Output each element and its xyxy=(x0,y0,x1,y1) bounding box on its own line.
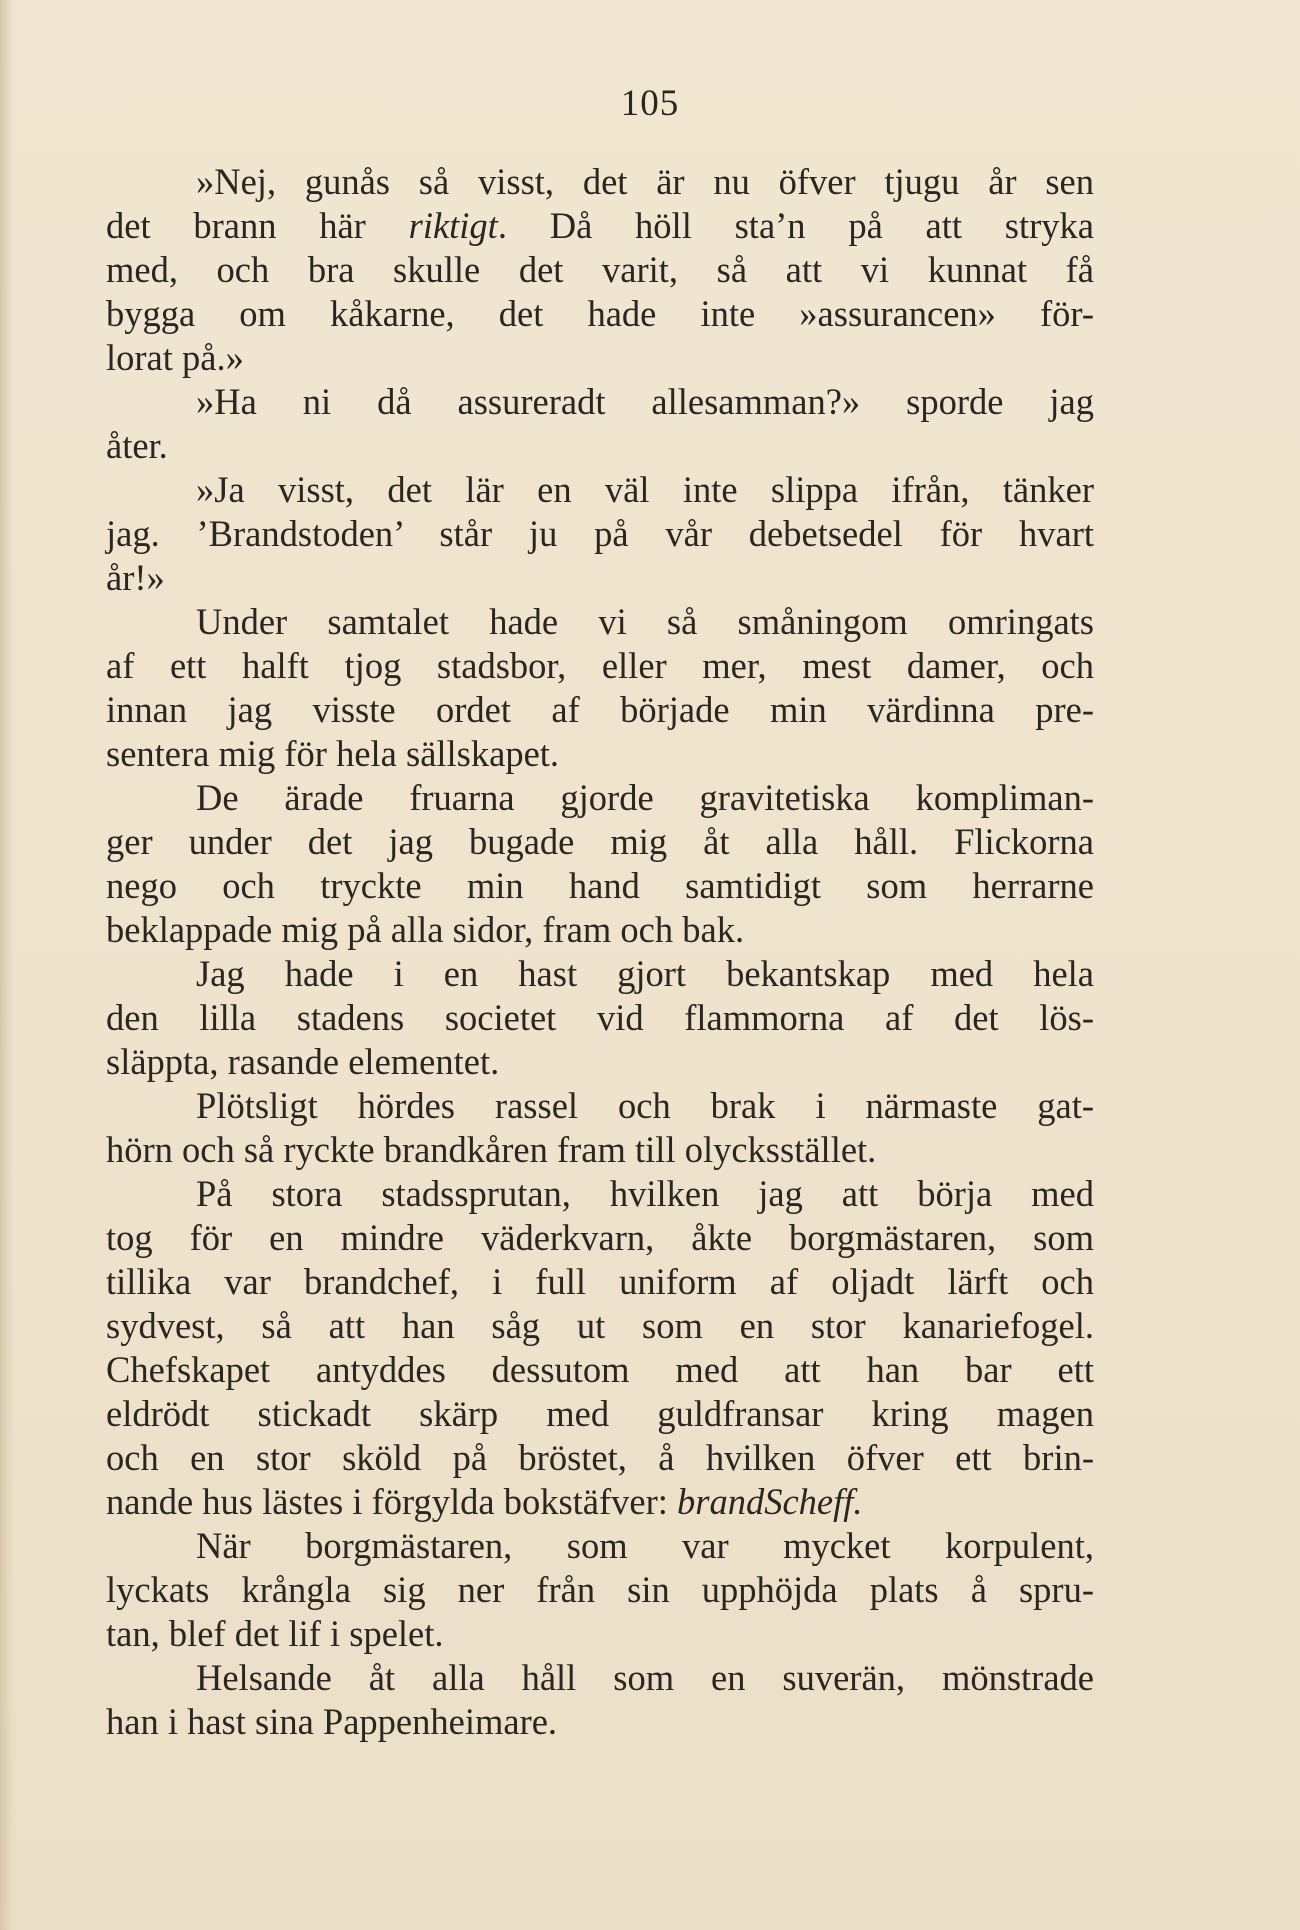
text-line: När borgmästaren, som var mycket korpulent, xyxy=(196,1525,1094,1566)
text-line: lyckats krångla sig ner från sin upphöjda plats å spru- xyxy=(106,1569,1094,1610)
italic-word: riktigt xyxy=(408,205,498,246)
text-line: bygga om kåkarne, det hade inte »assurancen» för- xyxy=(106,293,1094,334)
text-line: den lilla stadens societet vid flammorna af det lös- xyxy=(106,997,1094,1038)
text-line: jag. ’Brandstoden’ står ju på vår debetsedel för hvart xyxy=(106,513,1094,554)
text-line: åter. xyxy=(106,425,168,466)
text-line: beklappade mig på alla sidor, fram och bak. xyxy=(106,909,745,950)
text-line: innan jag visste ordet af började min värdinna pre- xyxy=(106,689,1094,730)
text-line: och en stor sköld på bröstet, å hvilken öfver ett brin- xyxy=(106,1437,1094,1478)
text-line: »Ha ni då assureradt allesamman?» sporde jag xyxy=(196,381,1094,422)
text-line: hörn och så ryckte brandkåren fram till olycksstället. xyxy=(106,1129,877,1170)
text-line: Jag hade i en hast gjort bekantskap med hela xyxy=(196,953,1094,994)
text-line: Chefskapet antyddes dessutom med att han bar ett xyxy=(106,1349,1094,1390)
text-line: tog för en mindre väderkvarn, åkte borgmästaren, som xyxy=(106,1217,1094,1258)
page-edge-shadow xyxy=(0,0,14,1930)
text-line: Under samtalet hade vi så småningom omringats xyxy=(196,601,1094,642)
text-line: sentera mig för hela sällskapet. xyxy=(106,733,560,774)
text-line: år!» xyxy=(106,557,165,598)
text-line: På stora stadssprutan, hvilken jag att börja med xyxy=(196,1173,1094,1214)
text-line: tillika var brandchef, i full uniform af oljadt lärft och xyxy=(106,1261,1094,1302)
text-line: ger under det jag bugade mig åt alla håll. Flickorna xyxy=(106,821,1094,862)
text-line: De ärade fruarna gjorde gravitetiska kompliman- xyxy=(196,777,1094,818)
text-line: släppta, rasande elementet. xyxy=(106,1041,500,1082)
text-line: nego och tryckte min hand samtidigt som herrarne xyxy=(106,865,1094,906)
italic-word: brandScheff. xyxy=(677,1481,863,1522)
text-line: han i hast sina Pappenheimare. xyxy=(106,1701,558,1742)
text-line: det brann här riktigt. Då höll sta’n på att stryka xyxy=(106,205,1094,246)
text-line: nande hus lästes i förgylda bokstäfver: brandScheff. xyxy=(106,1481,863,1522)
text-line: »Ja visst, det lär en väl inte slippa ifrån, tänker xyxy=(196,469,1094,510)
text-line: med, och bra skulle det varit, så att vi kunnat få xyxy=(106,249,1094,290)
text-line: tan, blef det lif i spelet. xyxy=(106,1613,444,1654)
text-line: »Nej, gunås så visst, det är nu öfver tjugu år sen xyxy=(196,161,1094,202)
text-line: eldrödt stickadt skärp med guldfransar kring magen xyxy=(106,1393,1094,1434)
text-line: Helsande åt alla håll som en suverän, mönstrade xyxy=(196,1657,1094,1698)
page-number: 105 xyxy=(620,83,680,124)
text-line: Plötsligt hördes rassel och brak i närmaste gat- xyxy=(196,1085,1094,1126)
text-line: sydvest, så att han såg ut som en stor kanariefogel. xyxy=(106,1305,1094,1346)
body-text xyxy=(106,160,1094,1744)
text-line: af ett halft tjog stadsbor, eller mer, mest damer, och xyxy=(106,645,1094,686)
text-line: lorat på.» xyxy=(106,337,244,378)
